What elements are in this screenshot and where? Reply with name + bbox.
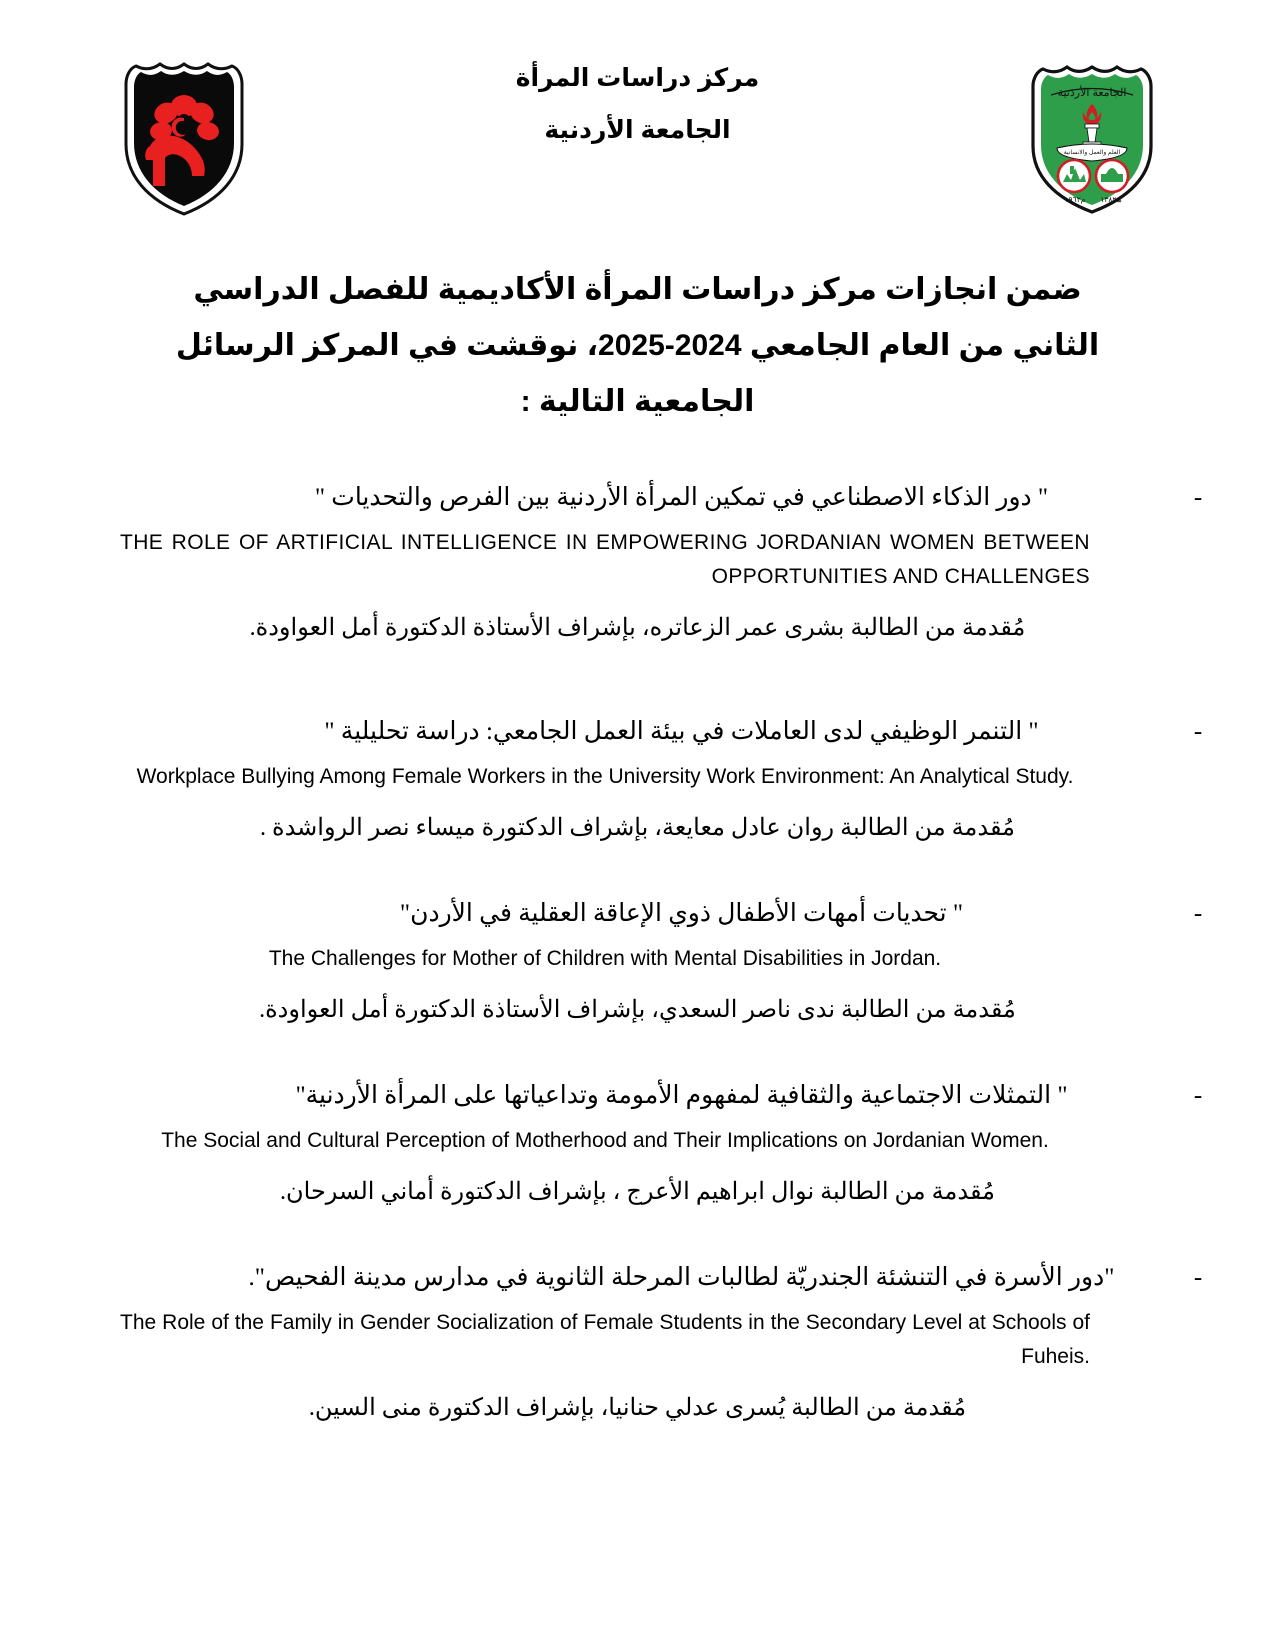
header-center-name: مركز دراسات المرأة	[515, 64, 760, 92]
list-item	[0, 894, 1275, 1030]
list-bullet: -	[1193, 1082, 1203, 1109]
thesis-list	[0, 478, 1275, 1428]
thesis-arabic-title: "دور الأسرة في التنشئة الجندريّة لطالبات المرحلة الثانوية في مدارس مدينة الفحيص".	[248, 1264, 1115, 1291]
university-of-jordan-emblem	[1027, 62, 1157, 217]
thesis-arabic-title: " تحديات أمهات الأطفال ذوي الإعاقة العقلية في الأردن"	[399, 900, 964, 927]
thesis-arabic-title-row	[0, 712, 1275, 752]
thesis-english-title: The Social and Cultural Perception of Motherhood and Their Implications on Jordanian Women.	[161, 1129, 1049, 1152]
thesis-arabic-title: " دور الذكاء الاصطناعي في تمكين المرأة الأردنية بين الفرص والتحديات "	[314, 484, 1049, 511]
thesis-arabic-title-row	[0, 1258, 1275, 1298]
left-circular-emblem	[1058, 160, 1090, 192]
thesis-arabic-title: " التمثلات الاجتماعية والثقافية لمفهوم الأمومة وتداعياتها على المرأة الأردنية"	[295, 1082, 1068, 1109]
list-item	[0, 1258, 1275, 1428]
right-logo-year-hijri: ھ١٣٨٢	[1100, 195, 1122, 204]
document-header	[0, 0, 1275, 204]
thesis-english-title: Workplace Bullying Among Female Workers in the University Work Environment: An Analytical Study.	[136, 765, 1074, 788]
thesis-credit: مُقدمة من الطالبة روان عادل معايعة، بإشراف الدكتورة ميساء نصر الرواشدة .	[260, 815, 1015, 841]
thesis-credit: مُقدمة من الطالبة ندى ناصر السعدي، بإشراف الأستاذة الدكتورة أمل العواودة.	[259, 997, 1016, 1023]
list-bullet: -	[1193, 484, 1203, 511]
list-bullet: -	[1193, 900, 1203, 927]
thesis-credit: مُقدمة من الطالبة بشرى عمر الزعاتره، بإشراف الأستاذة الدكتورة أمل العواودة.	[249, 615, 1026, 641]
thesis-english-title: The Challenges for Mother of Children with Mental Disabilities in Jordan.	[268, 947, 942, 970]
list-item	[0, 1076, 1275, 1212]
thesis-english-title: The Role of the Family in Gender Socialization of Female Students in the Secondary Level at Schools of Fuheis.	[120, 1311, 1090, 1368]
list-item	[0, 478, 1275, 648]
right-circular-emblem	[1096, 160, 1128, 192]
list-bullet: -	[1193, 1264, 1203, 1291]
header-university-name: الجامعة الأردنية	[544, 116, 731, 144]
thesis-arabic-title-row	[0, 478, 1275, 518]
thesis-arabic-title-row	[0, 1076, 1275, 1116]
womens-studies-center-emblem	[120, 58, 248, 218]
right-logo-arch-text: الجامعة الأردنية	[1057, 87, 1127, 99]
right-logo-year-gregorian: م١٩٦٢	[1064, 195, 1086, 204]
svg-text:العلم والعمل والانسانية: العلم والعمل والانسانية	[1063, 150, 1121, 156]
thesis-english-title: THE ROLE OF ARTIFICIAL INTELLIGENCE IN EMPOWERING JORDANIAN WOMEN BETWEEN OPPORTUNITIES AND CHALLENGES	[120, 531, 1090, 588]
list-item	[0, 712, 1275, 848]
thesis-arabic-title: " التنمر الوظيفي لدى العاملات في بيئة العمل الجامعي: دراسة تحليلية "	[324, 718, 1039, 745]
list-bullet: -	[1193, 718, 1203, 745]
thesis-credit: مُقدمة من الطالبة يُسرى عدلي حنانيا، بإشراف الدكتورة منى السين.	[308, 1395, 967, 1421]
page-title: ضمن انجازات مركز دراسات المرأة الأكاديمية للفصل الدراسي الثاني من العام الجامعي 2024-2025، نوقشت في المركز الرسائل الجامعية التالية :	[175, 273, 1100, 418]
thesis-arabic-title-row	[0, 894, 1275, 934]
thesis-credit: مُقدمة من الطالبة نوال ابراهيم الأعرج ، بإشراف الدكتورة أماني السرحان.	[280, 1179, 995, 1205]
